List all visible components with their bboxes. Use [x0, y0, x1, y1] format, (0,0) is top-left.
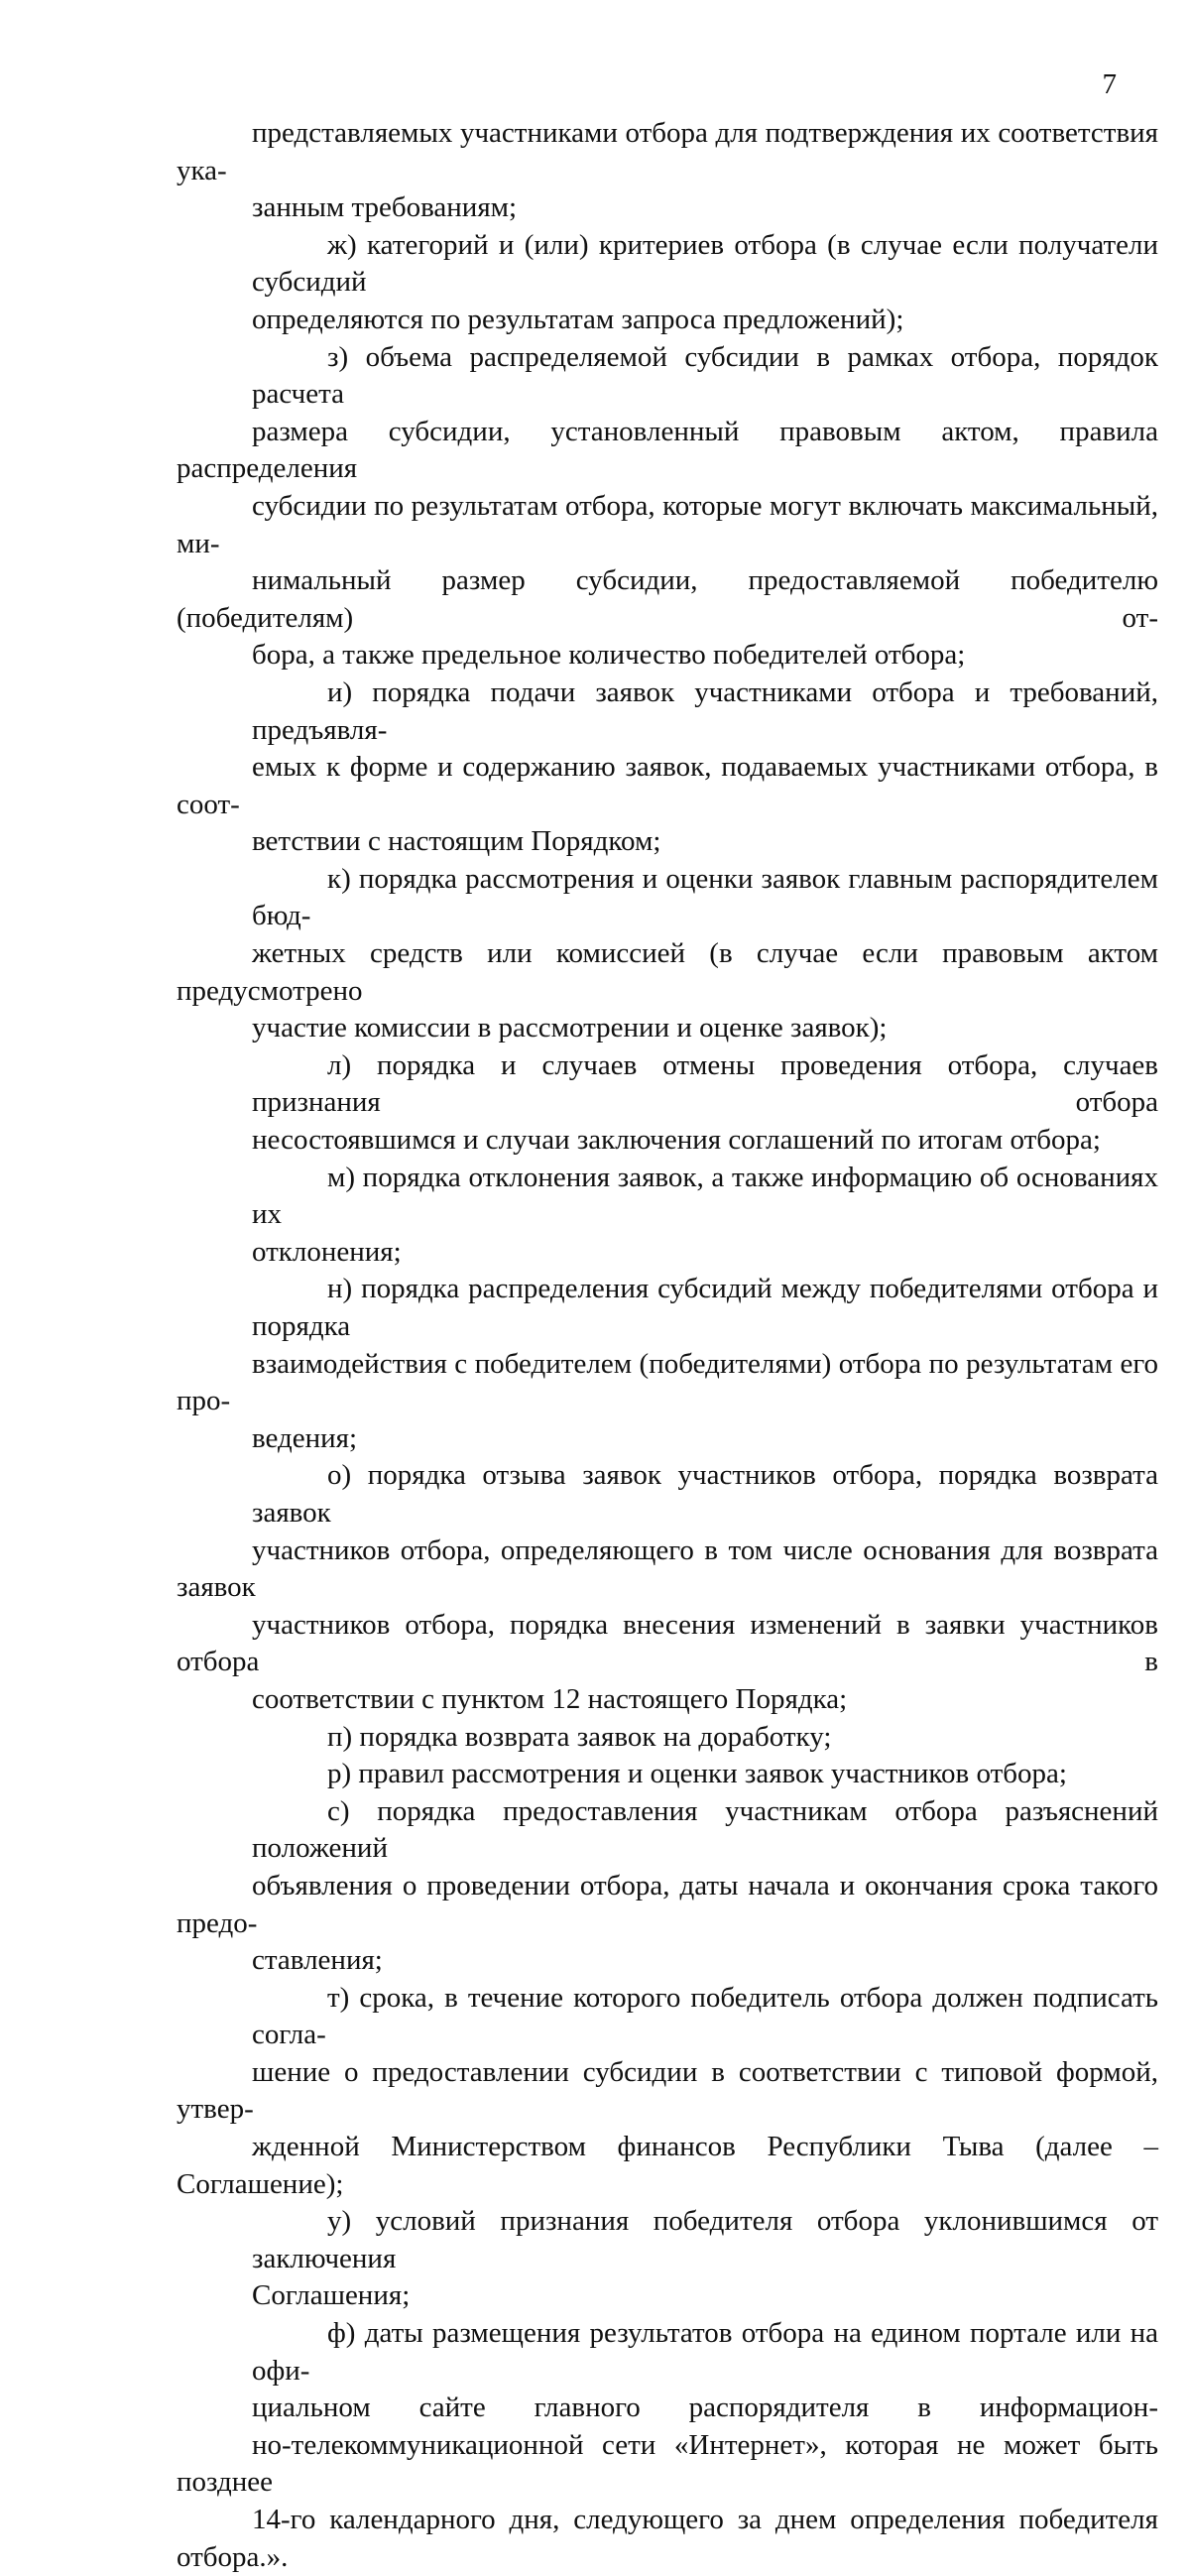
text-line: Соглашения; [252, 2279, 411, 2312]
text-line: п) порядка возврата заявок на доработку; [327, 1720, 832, 1753]
text-line: ф) даты размещения результатов отбора на едином портале или на офи- [252, 2317, 1158, 2387]
text-line: нимальный размер субсидии, предоставляемой победителю (победителям) от- [177, 564, 1158, 634]
document-body [177, 115, 1158, 2576]
text-line: размера субсидии, установленный правовым актом, правила распределения [177, 415, 1158, 485]
paragraph-s [177, 1793, 1158, 1980]
page-number: 7 [1102, 68, 1117, 100]
text-line: отклонения; [252, 1235, 402, 1268]
text-line: з) объема распределяемой субсидии в рамках отбора, порядок расчета [252, 340, 1158, 411]
text-line: объявления о проведении отбора, даты начала и окончания срока такого предо- [177, 1869, 1158, 1939]
text-line: определяются по результатам запроса предложений); [252, 303, 904, 335]
paragraph-m [177, 1160, 1158, 1272]
text-line: соответствии с пунктом 12 настоящего Порядка; [252, 1682, 848, 1715]
paragraph-n [177, 1271, 1158, 1457]
text-line: шение о предоставлении субсидии в соответствии с типовой формой, утвер- [177, 2055, 1158, 2126]
paragraph-o [177, 1457, 1158, 1718]
text-line: о) порядка отзыва заявок участников отбора, порядка возврата заявок [252, 1459, 1158, 1529]
text-line: занным требованиям; [252, 191, 518, 224]
text-line: р) правил рассмотрения и оценки заявок участников отбора; [327, 1758, 1067, 1790]
paragraph-zh [177, 227, 1158, 339]
text-line: у) условий признания победителя отбора уклонившимся от заключения [252, 2205, 1158, 2274]
text-line: л) порядка и случаев отмены проведения отбора, случаев признания отбора [252, 1048, 1158, 1119]
text-line: ведения; [252, 1421, 358, 1454]
paragraph-u [177, 2203, 1158, 2315]
text-line: участие комиссии в рассмотрении и оценке заявок); [252, 1012, 888, 1044]
text-line: жетных средств или комиссией (в случае если правовым актом предусмотрено [177, 937, 1158, 1007]
paragraph-t [177, 1980, 1158, 2204]
text-line: м) порядка отклонения заявок, а также информацию об основаниях их [252, 1161, 1158, 1231]
text-line: н) порядка распределения субсидий между победителями отбора и порядка [252, 1273, 1158, 1342]
paragraph-intro [177, 115, 1158, 227]
text-line: бора, а также предельное количество победителей отбора; [252, 639, 966, 672]
paragraph-r [177, 1756, 1158, 1793]
paragraph-f [177, 2315, 1158, 2576]
text-line: 14-го календарного дня, следующего за днем определения победителя отбора.». [177, 2504, 1158, 2573]
text-line: участников отбора, определяющего в том числе основания для возврата заявок [177, 1533, 1158, 1604]
text-line: ж) категорий и (или) критериев отбора (в случае если получатели субсидий [252, 228, 1158, 299]
paragraph-l [177, 1047, 1158, 1160]
text-line: емых к форме и содержанию заявок, подаваемых участниками отбора, в соот- [177, 751, 1158, 820]
paragraph-p [177, 1719, 1158, 1757]
text-line: представляемых участниками отбора для подтверждения их соответствия ука- [177, 117, 1158, 186]
text-line: несостоявшимся и случаи заключения соглашений по итогам отбора; [252, 1124, 1101, 1157]
paragraph-i [177, 675, 1158, 861]
text-line: к) порядка рассмотрения и оценки заявок главным распорядителем бюд- [252, 862, 1158, 932]
text-line: взаимодействия с победителем (победителями) отбора по результатам его про- [177, 1347, 1158, 1417]
text-line: субсидии по результатам отбора, которые могут включать максимальный, ми- [177, 489, 1158, 559]
text-line: циальном сайте главного распорядителя в информацион- [252, 2392, 1158, 2424]
text-line: ветствии с настоящим Порядком; [252, 825, 661, 858]
text-line: и) порядка подачи заявок участниками отбора и требований, предъявля- [252, 675, 1158, 746]
paragraph-k [177, 861, 1158, 1047]
text-line: жденной Министерством финансов Республики Тыва (далее – Соглашение); [177, 2131, 1158, 2200]
text-line: с) порядка предоставления участникам отбора разъяснений положений [252, 1794, 1158, 1865]
text-line: но-телекоммуникационной сети «Интернет», которая не может быть позднее [177, 2428, 1158, 2499]
paragraph-z [177, 339, 1158, 675]
text-line: ставления; [252, 1944, 383, 1977]
text-line: т) срока, в течение которого победитель отбора должен подписать согла- [252, 1981, 1158, 2051]
text-line: участников отбора, порядка внесения изменений в заявки участников отбора в [177, 1608, 1158, 1678]
